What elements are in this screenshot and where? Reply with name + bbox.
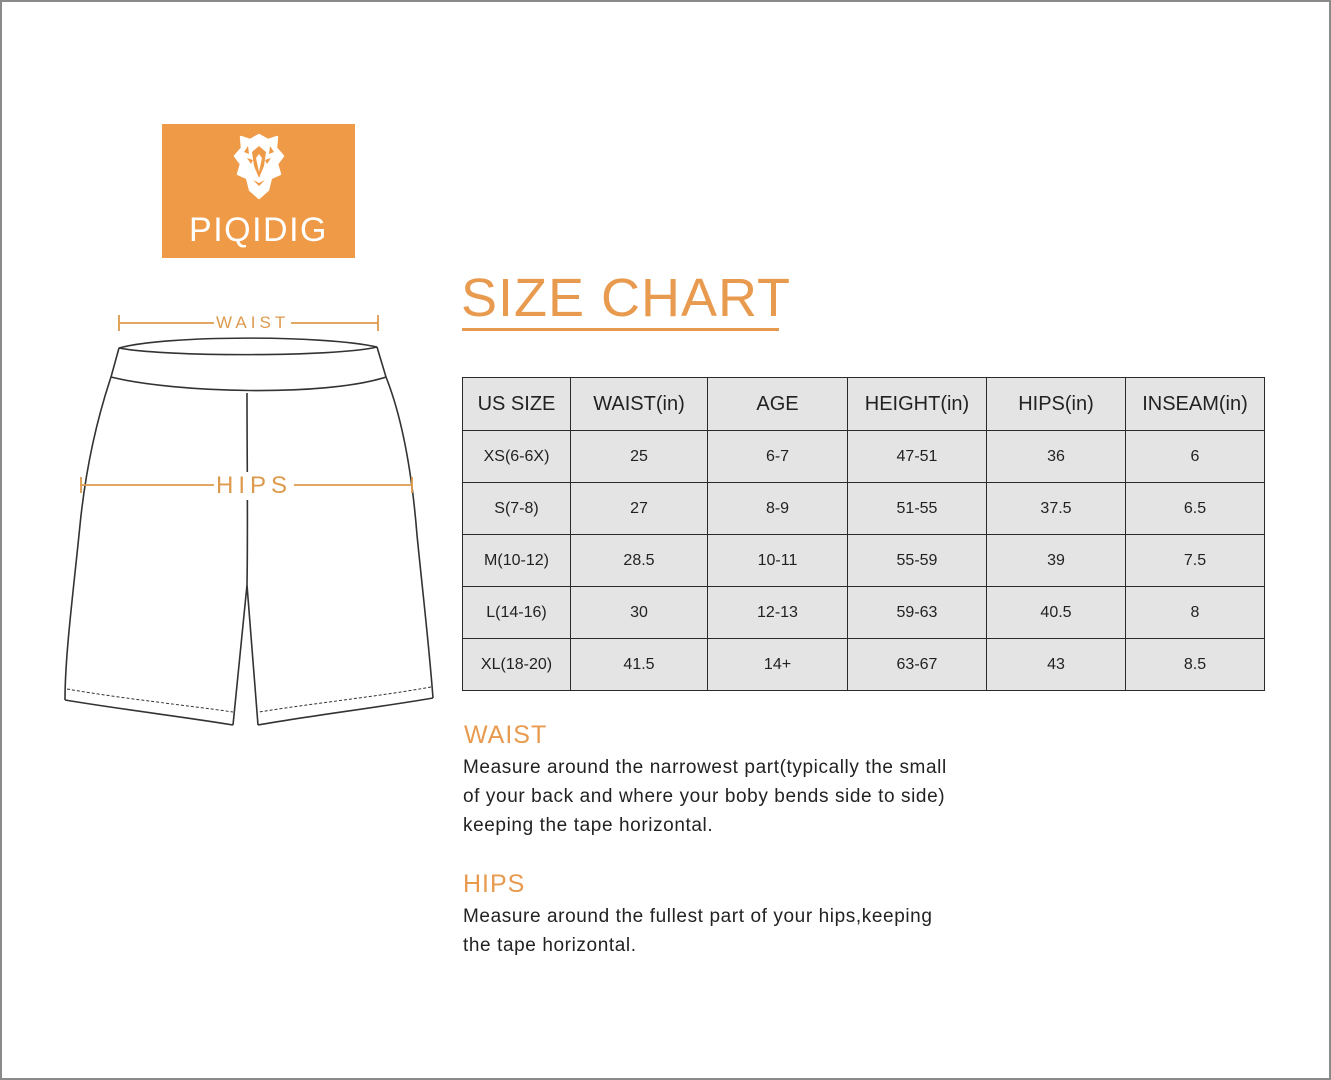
- waist-section-body: [463, 753, 1023, 840]
- table-cell: 6-7: [708, 431, 848, 483]
- table-cell: 30: [571, 587, 708, 639]
- table-cell: 37.5: [987, 483, 1126, 535]
- table-row: [463, 535, 1265, 587]
- page-title: SIZE CHART: [461, 268, 792, 328]
- table-row: [463, 431, 1265, 483]
- table-cell: 40.5: [987, 587, 1126, 639]
- waist-text-line: keeping the tape horizontal.: [463, 815, 714, 836]
- hips-section-body: [463, 902, 1023, 960]
- table-cell: S(7-8): [463, 483, 571, 535]
- table-cell: 43: [987, 639, 1126, 691]
- table-cell: 6.5: [1126, 483, 1265, 535]
- table-row: [463, 639, 1265, 691]
- table-cell: 14+: [708, 639, 848, 691]
- waist-section-title: WAIST: [464, 721, 548, 749]
- table-cell: M(10-12): [463, 535, 571, 587]
- table-cell: 51-55: [848, 483, 987, 535]
- table-cell: 27: [571, 483, 708, 535]
- table-cell: XL(18-20): [463, 639, 571, 691]
- hips-section-title: HIPS: [463, 870, 526, 898]
- table-row: [463, 587, 1265, 639]
- header-cell: WAIST(in): [571, 378, 708, 431]
- size-table: [462, 377, 1265, 691]
- brand-name: PIQIDIG: [189, 211, 328, 249]
- table-cell: 47-51: [848, 431, 987, 483]
- header-cell: AGE: [708, 378, 848, 431]
- table-cell: 25: [571, 431, 708, 483]
- lion-icon: [233, 132, 285, 204]
- shorts-diagram: [55, 305, 445, 735]
- hips-text-line: Measure around the fullest part of your hips,keeping: [463, 906, 933, 927]
- table-cell: 8: [1126, 587, 1265, 639]
- waist-text-line: of your back and where your boby bends side to side): [463, 786, 946, 807]
- header-cell: INSEAM(in): [1126, 378, 1265, 431]
- table-cell: 8-9: [708, 483, 848, 535]
- table-cell: XS(6-6X): [463, 431, 571, 483]
- waist-text-line: Measure around the narrowest part(typically the small: [463, 757, 947, 778]
- hips-text-line: the tape horizontal.: [463, 935, 637, 956]
- title-underline: [462, 328, 779, 331]
- table-row: [463, 483, 1265, 535]
- table-cell: 55-59: [848, 535, 987, 587]
- table-cell: 63-67: [848, 639, 987, 691]
- table-cell: 41.5: [571, 639, 708, 691]
- table-cell: 7.5: [1126, 535, 1265, 587]
- table-cell: 12-13: [708, 587, 848, 639]
- hips-measure-label: HIPS: [216, 472, 293, 499]
- header-cell: US SIZE: [463, 378, 571, 431]
- table-cell: 39: [987, 535, 1126, 587]
- header-cell: HIPS(in): [987, 378, 1126, 431]
- brand-logo: [162, 124, 355, 258]
- table-cell: 10-11: [708, 535, 848, 587]
- table-cell: 6: [1126, 431, 1265, 483]
- header-cell: HEIGHT(in): [848, 378, 987, 431]
- table-cell: 36: [987, 431, 1126, 483]
- table-header-row: [463, 378, 1265, 431]
- waist-measure-label: WAIST: [216, 313, 290, 332]
- table-cell: 8.5: [1126, 639, 1265, 691]
- table-cell: 59-63: [848, 587, 987, 639]
- table-cell: 28.5: [571, 535, 708, 587]
- table-cell: L(14-16): [463, 587, 571, 639]
